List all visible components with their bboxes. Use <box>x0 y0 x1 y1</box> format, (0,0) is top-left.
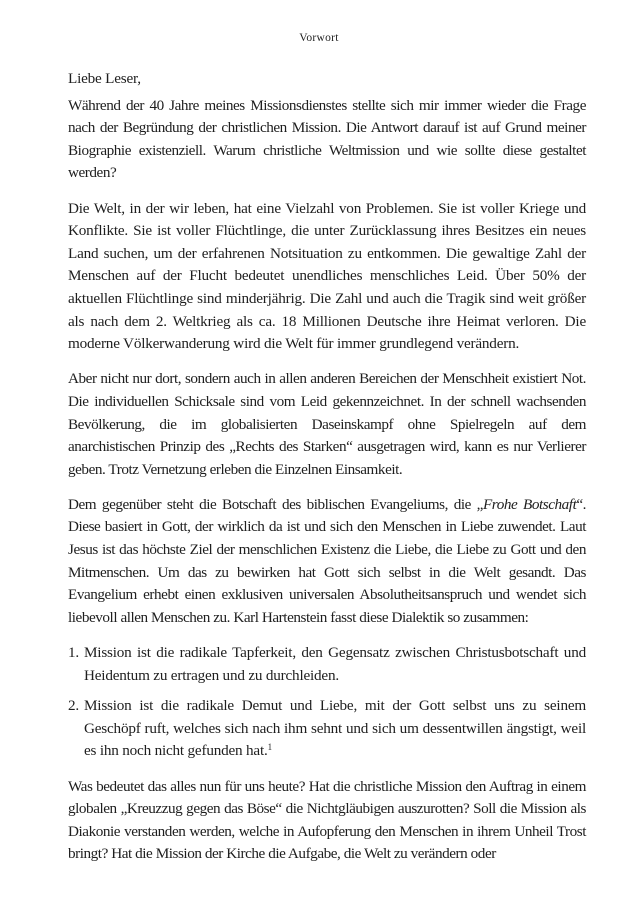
emphasis-frohe-botschaft: Frohe Botschaft <box>482 495 577 513</box>
quote-list <box>68 642 586 763</box>
list-number: 1. <box>68 644 79 662</box>
paragraph-4-rest: “. Diese basiert in Gott, der wirklich da ist und sich den Menschen in Liebe zuwendet. Laut Jesus ist das höchste Ziel der menschlichen Existenz die Liebe, die Liebe zu Gott und den Mitmenschen. Um das zu bewirken hat Gott sich selbst in die Welt gesandt. Das Evangelium erhebt einen exklusiven universalen Absolutheitsanspruch und wendet sich liebevoll allen Menschen zu. Karl Hartenstein fasst diese Dialektik so zusammen: <box>68 495 586 626</box>
list-item-text: Mission ist die radikale Demut und Liebe, mit der Gott selbst uns zu seinem Geschöpf ruft, welches sich nach ihm sehnt und sich um dessentwillen ängstigt, weil es ihn noch nicht gefunden hat. <box>84 697 586 760</box>
running-head: Vorwort <box>299 32 339 44</box>
paragraph-2: Die Welt, in der wir leben, hat eine Vielzahl von Problemen. Sie ist voller Kriege und Konflikte. Sie ist voller Flüchtlinge, die unter Zurücklassung ihres Besitzes ein neues Land suchen, um der erfahrenen Notsituation zu entkommen. Die gewaltige Zahl der Menschen auf der Flucht bedeutet unendliches menschliches Leid. Über 50% der aktuellen Flüchtlinge sind minderjährig. Die Zahl und auch die Tragik sind weit größer als nach dem 2. Weltkrieg als ca. 18 Millionen Deutsche ihre Heimat verloren. Die moderne Völkerwanderung wird die Welt für immer grundlegend verändern. <box>68 199 586 353</box>
body-text <box>68 68 586 879</box>
paragraph-4 <box>68 494 586 630</box>
list-item <box>68 695 586 763</box>
list-text <box>84 642 586 687</box>
list-item-text: Mission ist die radikale Tapferkeit, den Gegensatz zwischen Christusbotschaft und Heidentum zu ertragen und zu durchleiden. <box>84 644 586 684</box>
paragraph-4-start: Dem gegenüber steht die Botschaft des biblischen Evangeliums, die „ <box>68 495 483 513</box>
paragraph-5: Was bedeutet das alles nun für uns heute? Hat die christliche Mission den Auftrag in einem globalen „Kreuzzug gegen das Böse“ die Nichtgläubigen auszurotten? Soll die Mission als Diakonie verstanden werden, welche in Aufopferung den Menschen in ihrem Unheil Trost bringt? Hat die Mission der Kirche die Aufgabe, die Welt zu verändern oder <box>68 777 586 863</box>
footnote-marker[interactable]: 1 <box>267 742 272 753</box>
list-text <box>84 695 586 763</box>
paragraph-3: Aber nicht nur dort, sondern auch in allen anderen Bereichen der Menschheit existiert Not. Die individuellen Schicksale sind vom Leid gekennzeichnet. In der schnell wachsenden Bevölkerung, die im globalisierten Daseinskampf ohne Spielregeln auf dem anarchistischen Prinzip des „Rechts des Starken“ ausgetragen wird, kann es nur Verlierer geben. Trotz Vernetzung erleben die Einzelnen Einsamkeit. <box>68 370 586 478</box>
list-item <box>68 642 586 687</box>
paragraph-1: Während der 40 Jahre meines Missionsdienstes stellte sich mir immer wieder die Frage nach der Begründung der christlichen Mission. Die Antwort darauf ist auf Grund meiner Biographie existenziell. Warum christliche Weltmission und wie sollte diese gestaltet werden? <box>68 96 586 182</box>
list-number: 2. <box>68 697 79 715</box>
salutation: Liebe Leser, <box>68 70 141 87</box>
